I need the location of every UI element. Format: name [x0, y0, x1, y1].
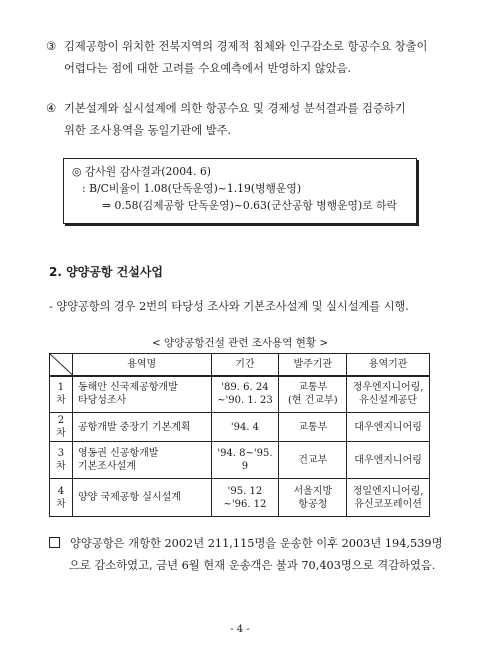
client-line: 건교부 [298, 454, 328, 466]
phase-cell: 2차 [50, 413, 73, 442]
audit-result-box [63, 158, 417, 224]
period-cell [211, 442, 279, 479]
circled-number-3: ③ [46, 40, 57, 53]
section-title: 2. 양양공항 건설사업 [49, 265, 164, 279]
service-name-line: 기본조사설계 [77, 461, 136, 472]
table-row [50, 442, 430, 479]
closing-line-1: 양양공항은 개항한 2002년 211,115명을 운송한 이후 2003년 194,539명 [70, 537, 443, 550]
service-name-line: 공항개발 중장기 기본계획 [77, 421, 191, 433]
period-line: '94. 8~'95. 9 [217, 448, 273, 472]
section-intro: - 양양공항의 경우 2번의 타당성 조사와 기본조사설계 및 실시설계를 시행. [49, 300, 409, 313]
service-name-line: 타당성조사 [77, 395, 127, 407]
client-cell [279, 413, 347, 442]
client-line: 항공청 [298, 498, 328, 510]
client-cell [279, 442, 347, 479]
contractor-cell [347, 479, 430, 517]
period-line: '89. 6. 24 [221, 382, 269, 394]
client-line: 교통부 [298, 421, 328, 433]
circled-number-4: ④ [46, 102, 57, 115]
service-name-cell [72, 442, 211, 479]
square-bullet-icon [49, 537, 60, 548]
contractor-line: 정우엔지니어링, [352, 382, 424, 394]
period-cell [211, 479, 279, 517]
table-corner-cell [50, 354, 73, 376]
client-line: 서울지방 [293, 485, 333, 497]
header-contractor: 용역기관 [347, 354, 430, 376]
contractor-line: 대우엔지니어링 [354, 454, 422, 466]
client-cell [279, 479, 347, 517]
phase-cell: 3차 [50, 442, 73, 479]
contractor-cell [347, 376, 430, 413]
audit-box-bc-ratio: : B/C비율이 1.08(단독운영)~1.19(병행운영) [82, 182, 302, 195]
client-cell [279, 376, 347, 413]
header-service-name: 용역명 [72, 354, 211, 376]
contractor-line: 유신설계공단 [359, 395, 418, 407]
service-name-line: 양양 국제공항 실시설계 [77, 492, 181, 503]
paragraph-3-line-1: 김제공항이 위치한 전북지역의 경제적 침체와 인구감소로 항공수요 창출이 [64, 40, 428, 53]
closing-paragraph [49, 533, 451, 577]
contractor-cell [347, 413, 430, 442]
service-name-cell [72, 413, 211, 442]
closing-line-2: 으로 감소하였고, 금년 6월 현재 운송객은 불과 70,403명으로 격감하였음. [69, 559, 436, 572]
period-line: ~'90. 1. 23 [217, 395, 273, 407]
audit-box-result: ⇒ 0.58(김제공항 단독운영)~0.63(군산공항 병행운영)로 하락 [102, 199, 397, 212]
service-name-line: 영동권 신공항개발 [77, 448, 159, 459]
client-line: (현 건교부) [287, 395, 338, 407]
contractor-line: 유신코포레이션 [354, 498, 422, 510]
survey-table [49, 353, 430, 517]
phase-cell: 4차 [50, 479, 73, 517]
phase-cell: 1차 [50, 376, 73, 413]
paragraph-item-3 [46, 36, 448, 80]
audit-box-heading: ◎ 감사원 감사결과(2004. 6) [72, 165, 211, 178]
service-name-cell [72, 376, 211, 413]
table-header-row [50, 354, 430, 376]
period-line: '94. 4 [230, 421, 260, 433]
header-period: 기간 [211, 354, 279, 376]
client-line: 교통부 [298, 382, 328, 394]
table-row [50, 479, 430, 517]
table-row [50, 413, 430, 442]
contractor-cell [347, 442, 430, 479]
table-row [50, 376, 430, 413]
period-cell [211, 376, 279, 413]
paragraph-item-4 [46, 98, 448, 142]
contractor-line: 대우엔지니어링 [354, 421, 422, 433]
service-name-cell [72, 479, 211, 517]
service-name-line: 동해안 신국제공항개발 [77, 382, 178, 394]
table-title: < 양양공항건설 관련 조사용역 현황 > [151, 337, 329, 349]
contractor-line: 정일엔지니어링, [352, 485, 424, 497]
paragraph-4-line-2: 위한 조사용역을 동일기관에 발주. [64, 124, 232, 137]
paragraph-3-line-2: 어렵다는 점에 대한 고려를 수요예측에서 반영하지 않았음. [64, 62, 352, 75]
header-client: 발주기관 [279, 354, 347, 376]
paragraph-4-line-1: 기본설계와 실시설계에 의한 항공수요 및 경제성 분석결과를 검증하기 [64, 102, 406, 115]
period-line: '95. 12 [227, 485, 263, 497]
period-line: ~'96. 12 [223, 498, 267, 510]
page-number: - 4 - [230, 624, 250, 635]
period-cell [211, 413, 279, 442]
